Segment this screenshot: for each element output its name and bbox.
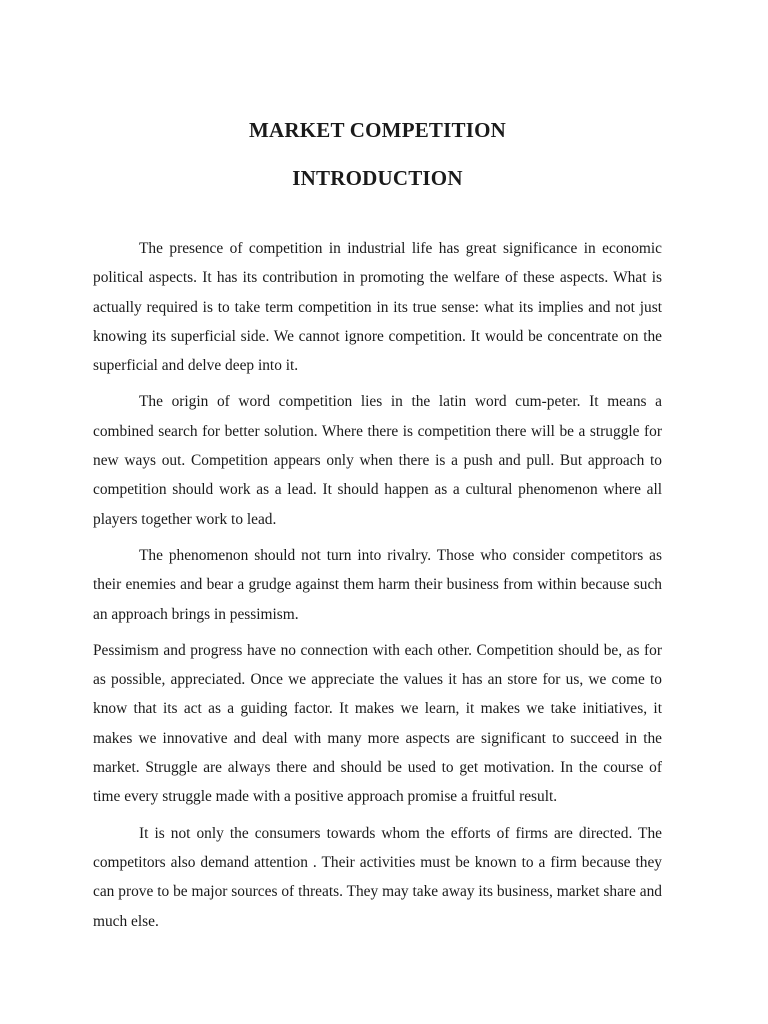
document-body xyxy=(93,234,662,936)
section-heading: INTRODUCTION xyxy=(292,166,463,190)
paragraph: It is not only the consumers towards whom the efforts of firms are directed. The competitors also demand attention . Their activities must be known to a firm because they can prove to be major sources of threats. They may take away its business, market share and much else. xyxy=(93,824,662,930)
paragraph: The origin of word competition lies in the latin word cum-peter. It means a combined search for better solution. Where there is competition there will be a struggle for new ways out. Competition appears only when there is a push and pull. But approach to competition should work as a lead. It should happen as a cultural phenomenon where all players together work to lead. xyxy=(93,393,662,528)
paragraph: The presence of competition in industrial life has great significance in economic political aspects. It has its contribution in promoting the welfare of these aspects. What is actually required is to take term competition in its true sense: what its implies and not just knowing its superficial side. We cannot ignore competition. It would be concentrate on the superficial and delve deep into it. xyxy=(93,240,662,375)
paragraph: Pessimism and progress have no connection with each other. Competition should be, as for as possible, appreciated. Once we appreciate the values it has an store for us, we come to know that its act as a guiding factor. It makes we learn, it makes we take initiatives, it makes we innovative and deal with many more aspects are significant to succeed in the market. Struggle are always there and should be used to get motivation. In the course of time every struggle made with a positive approach promise a fruitful result. xyxy=(93,641,662,806)
paragraph: The phenomenon should not turn into rivalry. Those who consider competitors as their enemies and bear a grudge against them harm their business from within because such an approach brings in pessimism. xyxy=(93,546,662,623)
document-title: MARKET COMPETITION xyxy=(249,118,506,142)
